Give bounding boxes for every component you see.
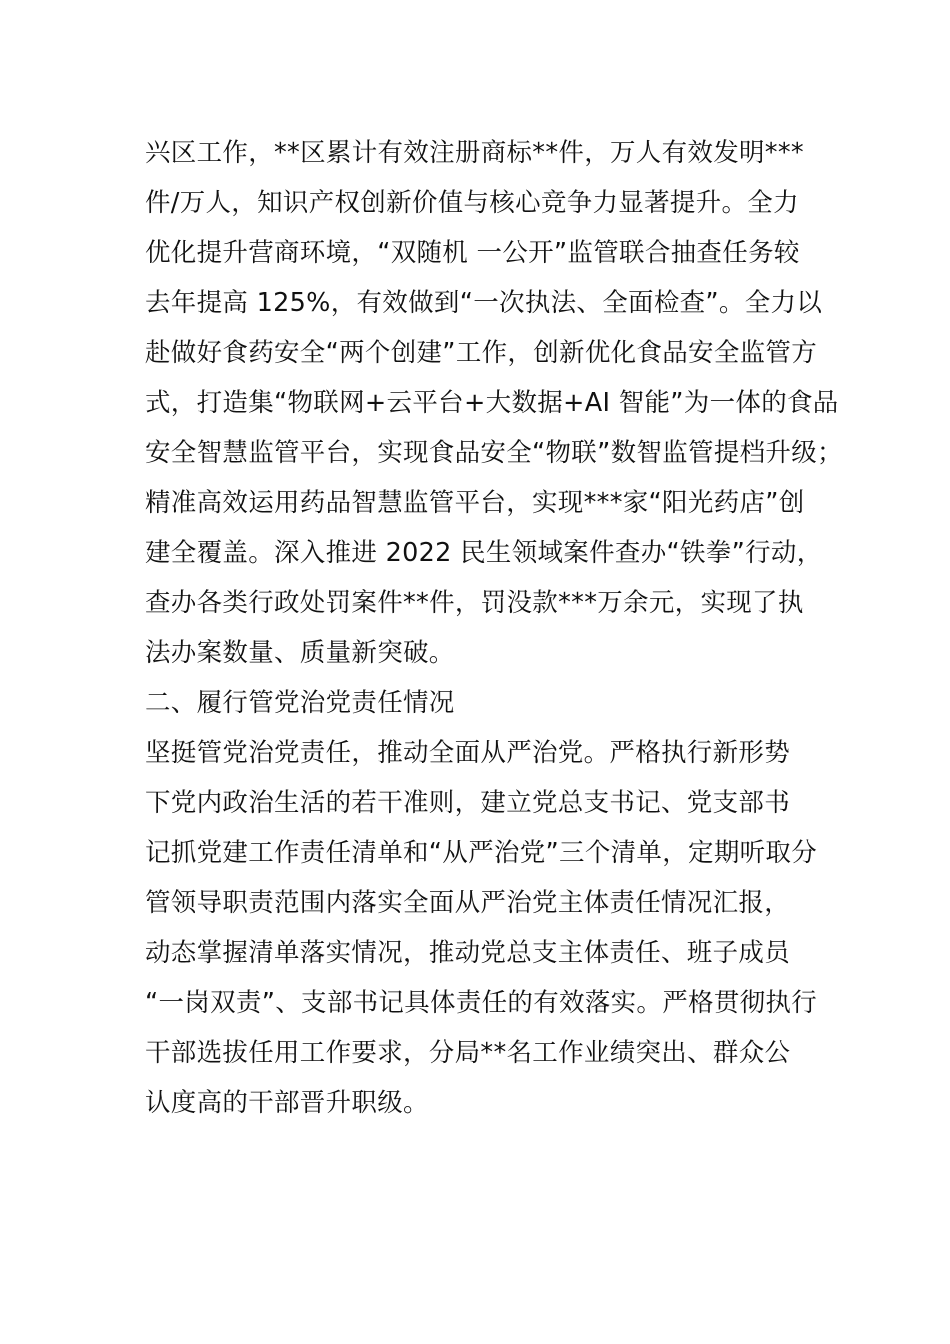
text-line: 精准高效运用药品智慧监管平台，实现***家“阳光药店”创 [145,488,805,518]
text-line: 件/万人，知识产权创新价值与核心竞争力显著提升。全力 [145,188,799,218]
text-line: 干部选拔任用工作要求，分局**名工作业绩突出、群众公 [145,1038,791,1068]
text-line: 管领导职责范围内落实全面从严治党主体责任情况汇报， [145,888,791,918]
text-line: 优化提升营商环境，“双随机 一公开”监管联合抽查任务较 [145,238,800,268]
text-line: 认度高的干部晋升职级。 [145,1088,429,1118]
text-line: 兴区工作，**区累计有效注册商标**件，万人有效发明*** [145,138,804,168]
text-line: 安全智慧监管平台，实现食品安全“物联”数智监管提档升级； [145,438,843,468]
text-line: 法办案数量、质量新突破。 [145,638,455,668]
text-line: 查办各类行政处罚案件**件，罚没款***万余元，实现了执 [145,588,804,618]
text-line: 动态掌握清单落实情况，推动党总支主体责任、班子成员 [145,938,791,968]
text-line: 式，打造集“物联网+云平台+大数据+AI 智能”为一体的食品 [145,388,839,418]
text-line: 记抓党建工作责任清单和“从严治党”三个清单，定期听取分 [145,838,818,868]
text-line: 去年提高 125%，有效做到“一次执法、全面检查”。全力以 [145,288,823,318]
text-line: 坚挺管党治党责任，推动全面从严治党。严格执行新形势 [145,738,791,768]
text-line: “一岗双责”、支部书记具体责任的有效落实。严格贯彻执行 [145,988,818,1018]
section-heading: 二、履行管党治党责任情况 [145,688,455,718]
text-line: 建全覆盖。深入推进 2022 民生领域案件查办“铁拳”行动， [145,538,823,568]
text-line: 赴做好食药安全“两个创建”工作，创新优化食品安全监管方 [145,338,818,368]
text-line: 下党内政治生活的若干准则，建立党总支书记、党支部书 [145,788,791,818]
